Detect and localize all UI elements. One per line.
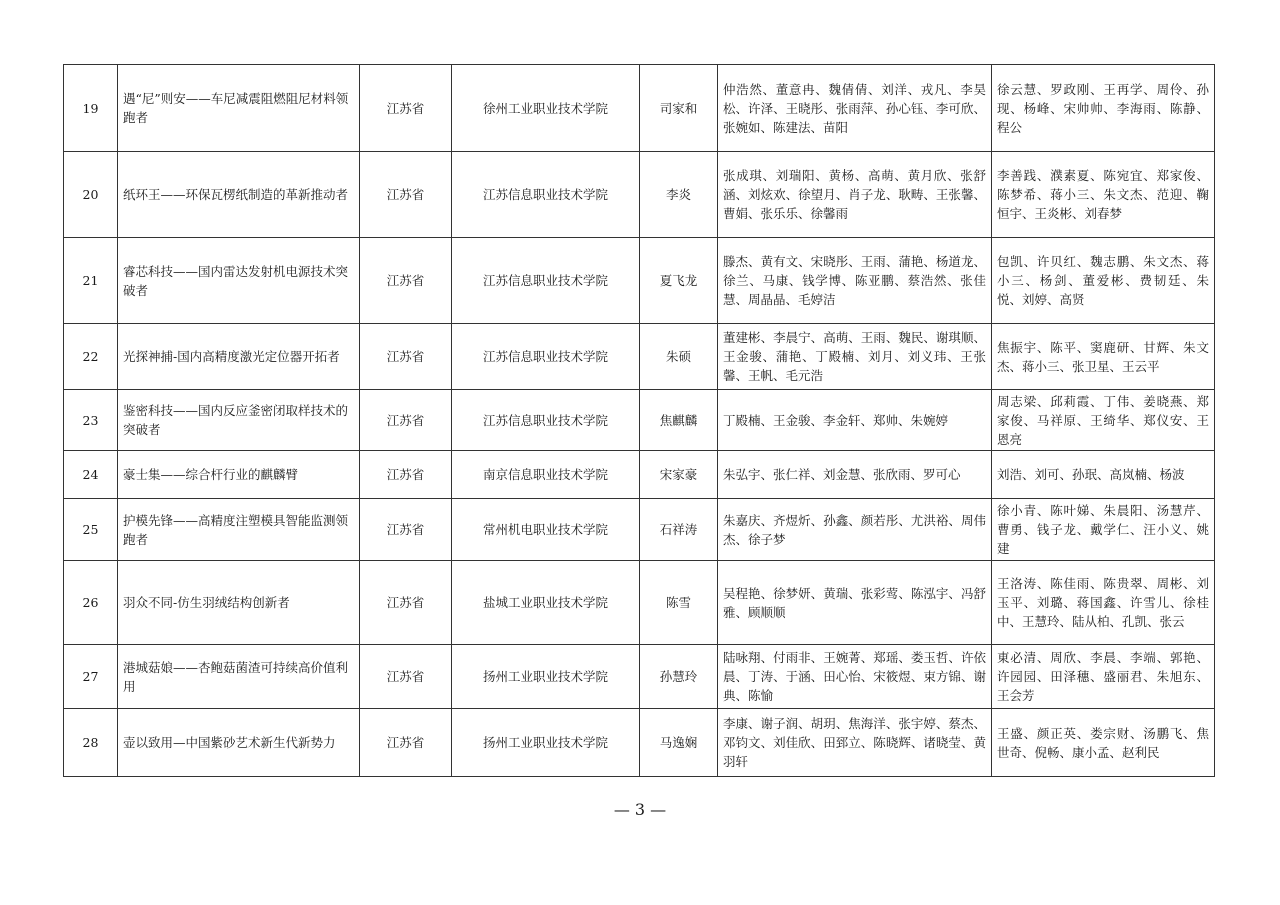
school-name-cell: 江苏信息职业技术学院: [452, 390, 640, 451]
team-leader-cell: 司家和: [640, 65, 718, 152]
row-number-cell: 28: [64, 709, 118, 777]
row-number-cell: 22: [64, 324, 118, 390]
team-leader-cell: 石祥涛: [640, 499, 718, 561]
table-row: [64, 152, 1215, 238]
project-name-cell: 壶以致用—中国紫砂艺术新生代新势力: [118, 709, 360, 777]
row-number-cell: 27: [64, 645, 118, 709]
award-table: [63, 64, 1215, 777]
team-leader-cell: 孙慧玲: [640, 645, 718, 709]
province-cell: 江苏省: [360, 324, 452, 390]
school-name-cell: 常州机电职业技术学院: [452, 499, 640, 561]
project-name-cell: 光探神捕-国内高精度激光定位器开拓者: [118, 324, 360, 390]
school-name-cell: 扬州工业职业技术学院: [452, 709, 640, 777]
row-number-cell: 20: [64, 152, 118, 238]
project-name-cell: 港城菇娘——杏鲍菇菌渣可持续高价值利用: [118, 645, 360, 709]
school-name-cell: 江苏信息职业技术学院: [452, 238, 640, 324]
team-members-cell: 董建彬、李晨宁、高萌、王雨、魏民、谢琪顺、王金骏、蒲艳、丁殿楠、刘月、刘义玮、王张馨、王帆、毛元浩: [718, 324, 992, 390]
project-name-cell: 纸环王——环保瓦楞纸制造的革新推动者: [118, 152, 360, 238]
team-members-cell: 朱弘宇、张仁祥、刘金慧、张欣雨、罗可心: [718, 451, 992, 499]
team-members-cell: 吴程艳、徐梦妍、黄瑞、张彩莺、陈泓宇、冯舒雅、顾顺顺: [718, 561, 992, 645]
table-row: [64, 324, 1215, 390]
province-cell: 江苏省: [360, 152, 452, 238]
table-row: [64, 238, 1215, 324]
table-body: [64, 65, 1215, 777]
school-name-cell: 江苏信息职业技术学院: [452, 324, 640, 390]
advisors-cell: 王盛、颜正英、娄宗财、汤鹏飞、焦世奇、倪畅、康小孟、赵利民: [992, 709, 1215, 777]
advisors-cell: 徐小青、陈叶娣、朱晨阳、汤慧芹、曹勇、钱子龙、戴学仁、汪小义、姚建: [992, 499, 1215, 561]
province-cell: 江苏省: [360, 561, 452, 645]
school-name-cell: 扬州工业职业技术学院: [452, 645, 640, 709]
row-number-cell: 24: [64, 451, 118, 499]
team-leader-cell: 马逸娴: [640, 709, 718, 777]
province-cell: 江苏省: [360, 65, 452, 152]
project-name-cell: 羽众不同-仿生羽绒结构创新者: [118, 561, 360, 645]
province-cell: 江苏省: [360, 238, 452, 324]
team-leader-cell: 宋家豪: [640, 451, 718, 499]
province-cell: 江苏省: [360, 451, 452, 499]
advisors-cell: 王洛涛、陈佳雨、陈贵翠、周彬、刘玉平、刘璐、蒋国鑫、许雪儿、徐桂中、王慧玲、陆从柏、孔凯、张云: [992, 561, 1215, 645]
advisors-cell: 周志梁、邱莉霞、丁伟、姜晓燕、郑家俊、马祥原、王绮华、郑仪安、王恩亮: [992, 390, 1215, 451]
row-number-cell: 23: [64, 390, 118, 451]
team-leader-cell: 李炎: [640, 152, 718, 238]
table-row: [64, 390, 1215, 451]
school-name-cell: 江苏信息职业技术学院: [452, 152, 640, 238]
province-cell: 江苏省: [360, 390, 452, 451]
team-leader-cell: 朱硕: [640, 324, 718, 390]
team-members-cell: 朱嘉庆、齐煜炘、孙鑫、颜若彤、尤洪裕、周伟杰、徐子梦: [718, 499, 992, 561]
team-leader-cell: 焦麒麟: [640, 390, 718, 451]
table-row: [64, 645, 1215, 709]
advisors-cell: 李善践、濮素夏、陈宛宜、郑家俊、陈梦希、蒋小三、朱文杰、范迎、鞠恒宇、王炎彬、刘春梦: [992, 152, 1215, 238]
province-cell: 江苏省: [360, 499, 452, 561]
team-leader-cell: 陈雪: [640, 561, 718, 645]
advisors-cell: 徐云慧、罗政刚、王再学、周伶、孙现、杨峰、宋帅帅、李海雨、陈静、程公: [992, 65, 1215, 152]
table-row: [64, 709, 1215, 777]
table-row: [64, 499, 1215, 561]
team-members-cell: 陆咏翔、付雨非、王婉菁、郑瑶、娄玉哲、许依晨、丁涛、于涵、田心怡、宋筱煜、束方锦、谢典、陈愉: [718, 645, 992, 709]
table-row: [64, 65, 1215, 152]
page-number: — 3 —: [613, 800, 667, 819]
table-row: [64, 451, 1215, 499]
team-leader-cell: 夏飞龙: [640, 238, 718, 324]
team-members-cell: 仲浩然、董意冉、魏倩倩、刘洋、戎凡、李昊松、许泽、王晓彤、张雨萍、孙心钰、李可欣、张婉如、陈建法、苗阳: [718, 65, 992, 152]
team-members-cell: 丁殿楠、王金骏、李金轩、郑帅、朱婉婷: [718, 390, 992, 451]
province-cell: 江苏省: [360, 645, 452, 709]
province-cell: 江苏省: [360, 709, 452, 777]
row-number-cell: 21: [64, 238, 118, 324]
school-name-cell: 盐城工业职业技术学院: [452, 561, 640, 645]
row-number-cell: 19: [64, 65, 118, 152]
project-name-cell: 豪士集——综合杆行业的麒麟臂: [118, 451, 360, 499]
advisors-cell: 東必清、周欣、李晨、李端、郭艳、许园园、田泽穗、盛丽君、朱旭东、王会芳: [992, 645, 1215, 709]
project-name-cell: 遇“尼”则安——车尼减震阻燃阻尼材料领跑者: [118, 65, 360, 152]
row-number-cell: 25: [64, 499, 118, 561]
table-row: [64, 561, 1215, 645]
project-name-cell: 睿芯科技——国内雷达发射机电源技术突破者: [118, 238, 360, 324]
team-members-cell: 张成琪、刘瑞阳、黄杨、高萌、黄月欣、张舒涵、刘炫欢、徐望月、肖子龙、耿畴、王张馨、曹娟、张乐乐、徐馨雨: [718, 152, 992, 238]
advisors-cell: 刘浩、刘可、孙珉、高岚楠、杨波: [992, 451, 1215, 499]
project-name-cell: 护模先锋——高精度注塑模具智能监测领跑者: [118, 499, 360, 561]
project-name-cell: 鉴密科技——国内反应釜密闭取样技术的突破者: [118, 390, 360, 451]
school-name-cell: 南京信息职业技术学院: [452, 451, 640, 499]
team-members-cell: 李康、谢子润、胡玥、焦海洋、张宇婷、蔡杰、邓钧文、刘佳欣、田郅立、陈晓辉、诸晓莹、黄羽轩: [718, 709, 992, 777]
advisors-cell: 焦振宇、陈平、窦鹿研、甘辉、朱文杰、蒋小三、张卫星、王云平: [992, 324, 1215, 390]
row-number-cell: 26: [64, 561, 118, 645]
school-name-cell: 徐州工业职业技术学院: [452, 65, 640, 152]
advisors-cell: 包凯、许贝红、魏志鹏、朱文杰、蒋小三、杨剑、董爱彬、费韧廷、朱悦、刘婷、高贤: [992, 238, 1215, 324]
team-members-cell: 滕杰、黄有文、宋晓彤、王雨、蒲艳、杨道龙、徐兰、马康、钱学博、陈亚鹏、蔡浩然、张佳慧、周晶晶、毛婷洁: [718, 238, 992, 324]
